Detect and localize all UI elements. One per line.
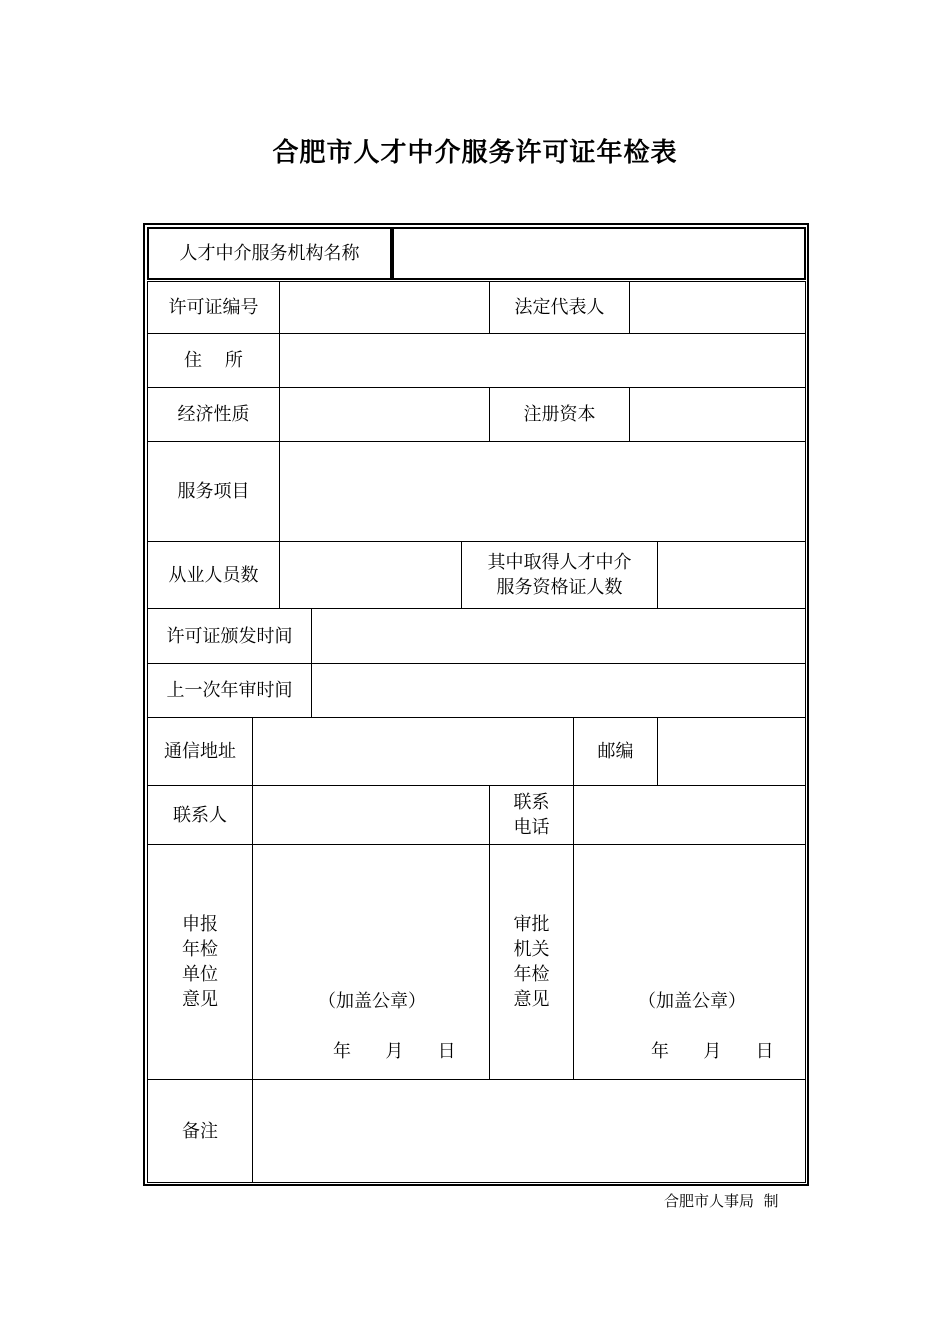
footer-issuer: 合肥市人事局 制 — [664, 1192, 779, 1210]
qualified-count-label-line1: 其中取得人才中介 — [487, 552, 632, 573]
approver-opinion-label — [489, 844, 574, 1080]
issue-date-field[interactable] — [311, 608, 806, 664]
registered-capital-label: 注册资本 — [489, 387, 630, 442]
applicant-date-text: 年 月 日 — [333, 1041, 456, 1062]
qualified-count-field[interactable] — [657, 541, 806, 609]
service-items-label: 服务项目 — [147, 441, 280, 542]
page-title: 合肥市人才中介服务许可证年检表 — [272, 138, 678, 168]
approver-seal-text: （加盖公章） — [638, 991, 746, 1012]
phone-label-line1: 联系 — [513, 792, 550, 813]
mail-address-label: 通信地址 — [147, 717, 253, 786]
contact-label: 联系人 — [147, 785, 253, 845]
address-field[interactable] — [279, 333, 806, 388]
last-review-label: 上一次年审时间 — [147, 663, 312, 718]
phone-field[interactable] — [573, 785, 806, 845]
license-no-label: 许可证编号 — [147, 281, 280, 334]
qualified-count-label-line2: 服务资格证人数 — [496, 577, 623, 598]
staff-count-label: 从业人员数 — [147, 541, 280, 609]
postcode-label: 邮编 — [573, 717, 658, 786]
issue-date-label: 许可证颁发时间 — [147, 608, 312, 664]
last-review-field[interactable] — [311, 663, 806, 718]
legal-rep-label: 法定代表人 — [489, 281, 630, 334]
applicant-label-line: 申报 — [182, 914, 218, 935]
license-no-field[interactable] — [279, 281, 490, 334]
approver-label-line: 审批 — [513, 914, 550, 935]
mail-address-field[interactable] — [252, 717, 574, 786]
applicant-label-line: 意见 — [182, 989, 218, 1010]
remarks-field[interactable] — [252, 1079, 806, 1183]
approver-label-line: 意见 — [513, 989, 550, 1010]
phone-label-line2: 电话 — [513, 817, 550, 838]
contact-field[interactable] — [252, 785, 490, 845]
qualified-count-label — [461, 541, 658, 609]
org-name-field[interactable] — [392, 227, 806, 280]
postcode-field[interactable] — [657, 717, 806, 786]
economic-nature-label: 经济性质 — [147, 387, 280, 442]
applicant-opinion-label — [147, 844, 253, 1080]
applicant-label-line: 单位 — [182, 964, 218, 985]
economic-nature-field[interactable] — [279, 387, 490, 442]
phone-label — [489, 785, 574, 845]
applicant-seal-text: （加盖公章） — [318, 991, 426, 1012]
approver-label-line: 机关 — [513, 939, 550, 960]
legal-rep-field[interactable] — [629, 281, 806, 334]
remarks-label: 备注 — [147, 1079, 253, 1183]
approver-label-line: 年检 — [513, 964, 550, 985]
service-items-field[interactable] — [279, 441, 806, 542]
approver-date-text: 年 月 日 — [651, 1041, 774, 1062]
org-name-label: 人才中介服务机构名称 — [147, 227, 392, 280]
staff-count-field[interactable] — [279, 541, 462, 609]
registered-capital-field[interactable] — [629, 387, 806, 442]
address-label: 住 所 — [147, 333, 280, 388]
applicant-label-line: 年检 — [182, 939, 218, 960]
